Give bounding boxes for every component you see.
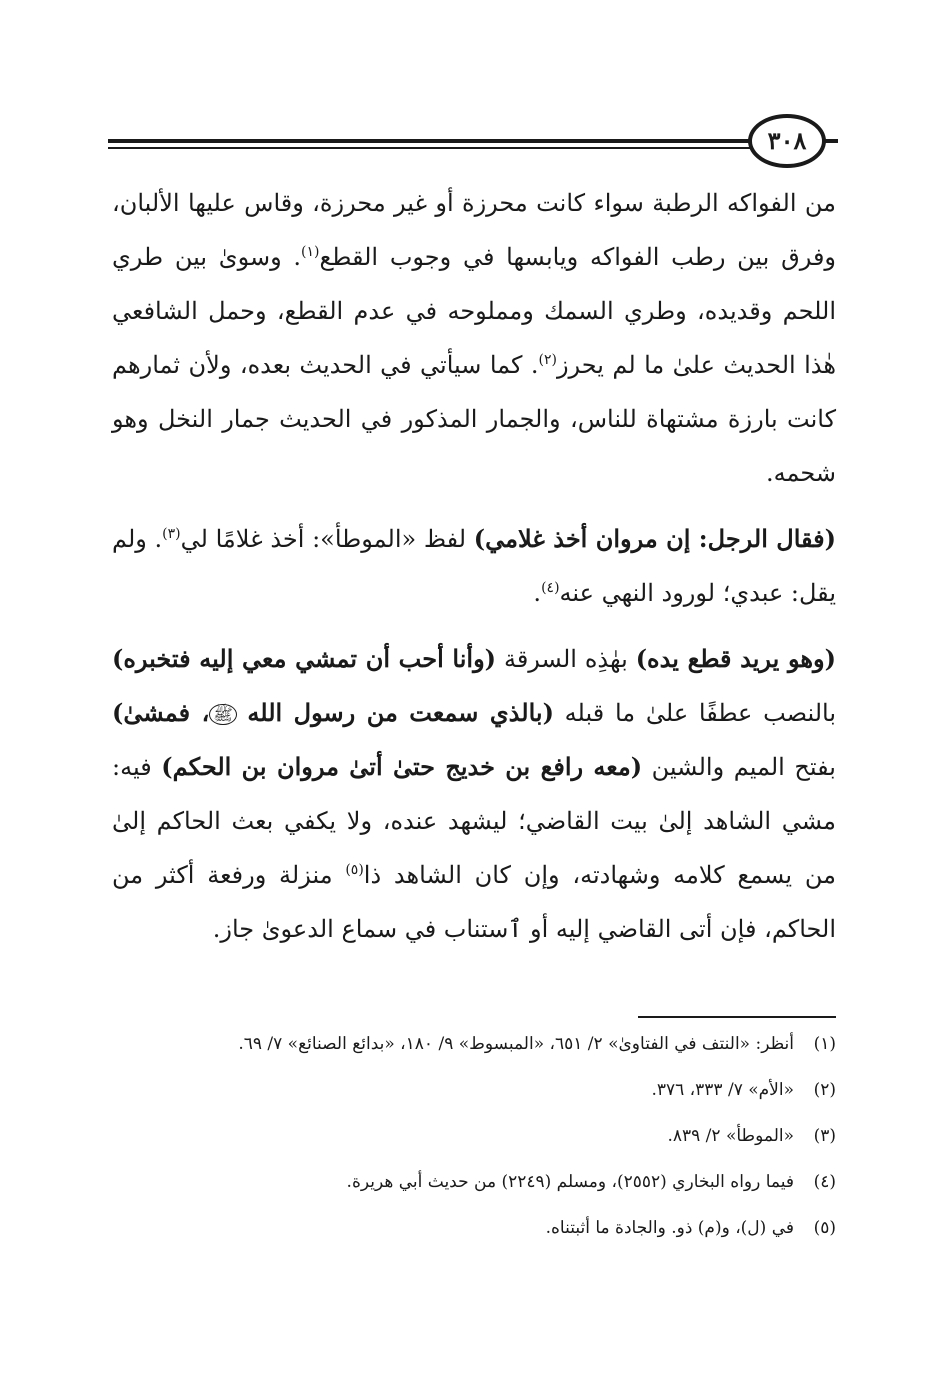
hadith-quote: (فقال الرجل: إن مروان أخذ غلامي) [473,524,836,553]
paragraph-text: لفظ «الموطأ»: أخذ غلامًا لي [180,525,474,553]
hadith-quote: (وأنا أحب أن تمشي معي إليه فتخبره) [112,644,497,673]
header-rule-thin [108,147,798,149]
paragraph-text: منزلة ورفعة أكثر من الحاكم، فإن أتى القاضي إليه أو ٱستناب في سماع الدعوىٰ جاز. [112,861,836,943]
footnote-item [112,1164,836,1200]
footnote-number: (٢) [813,1080,836,1100]
footnote-reference[interactable]: (٣) [162,526,181,542]
footnote-item [112,1118,836,1154]
footnote-text: «الموطأ» ٢/ ٨٣٩. [667,1126,794,1146]
paragraph-1 [112,176,836,500]
footnote-reference[interactable]: (٢) [538,352,557,368]
hadith-quote: (بالذي سمعت من رسول الله [247,698,554,727]
footnote-reference[interactable]: (٤) [541,580,560,596]
footnote-separator [638,1016,836,1018]
hadith-quote: ، فمشىٰ) [112,698,210,727]
footnotes [112,1026,836,1256]
footnote-item [112,1026,836,1062]
footnote-item [112,1072,836,1108]
paragraph-text: . ولم يقل: عبدي؛ لورود النهي عنه [112,525,836,607]
footnote-number: (٥) [813,1218,836,1238]
paragraph-text: بهٰذِه السرقة [496,645,636,673]
paragraph-text: فيه: مشي الشاهد إلىٰ بيت القاضي؛ ليشهد عنده، ولا يكفي بعث الحاكم إلىٰ من يسمع كلامه وشهادته، وإن كان الشاهد ذا [112,753,836,889]
footnote-item [112,1210,836,1246]
footnote-reference[interactable]: (١) [301,244,320,260]
footnote-number: (٣) [813,1126,836,1146]
paragraph-3 [112,632,836,956]
main-text [112,176,836,956]
paragraph-text: . [533,579,542,607]
hadith-quote: (معه رافع بن خديج حتىٰ أتىٰ مروان بن الحكم) [161,752,643,781]
hadith-quote: (وهو يريد قطع يده) [635,644,837,673]
footnote-number: (١) [813,1034,836,1054]
footnote-reference[interactable]: (٥) [345,862,364,878]
footnote-text: في (ل)، و(م) ذو. والجادة ما أثبتناه. [545,1218,794,1238]
page-number-badge [748,114,826,168]
paragraph-text: . كما سيأتي في الحديث بعده، ولأن ثمارهم كانت بارزة مشتهاة للناس، والجمار المذكور في الحديث جمار النخل وهو شحمه. [112,351,836,487]
paragraph-2 [112,512,836,620]
footnote-text: أنظر: «النتف في الفتاوىٰ» ٢/ ٦٥١، «المبسوط» ٩/ ١٨٠، «بدائع الصنائع» ٧/ ٦٩. [238,1034,794,1054]
footnote-number: (٤) [813,1172,836,1192]
salutation-icon: ﷺ [209,704,236,725]
paragraph-text: بالنصب عطفًا علىٰ ما قبله [553,699,837,727]
header-rule-thick [108,139,798,143]
paragraph-text: . وسوىٰ بين طري اللحم وقديده، وطري السمك ومملوحه في عدم القطع، وحمل الشافعي هٰذا الحديث علىٰ ما لم يحرز [112,243,837,379]
paragraph-text: بفتح الميم والشين [642,753,836,781]
page-header [108,112,838,172]
paragraph-text: من الفواكه الرطبة سواء كانت محرزة أو غير محرزة، وقاس عليها الألبان، وفرق بين رطب الفواكه ويابسها في وجوب القطع [112,189,837,271]
footnote-text: «الأم» ٧/ ٣٣٣، ٣٧٦. [651,1080,794,1100]
page-number: ٣٠٨ [767,126,807,155]
footnote-text: فيما رواه البخاري (٢٥٥٢)، ومسلم (٢٢٤٩) من حديث أبي هريرة. [346,1172,794,1192]
